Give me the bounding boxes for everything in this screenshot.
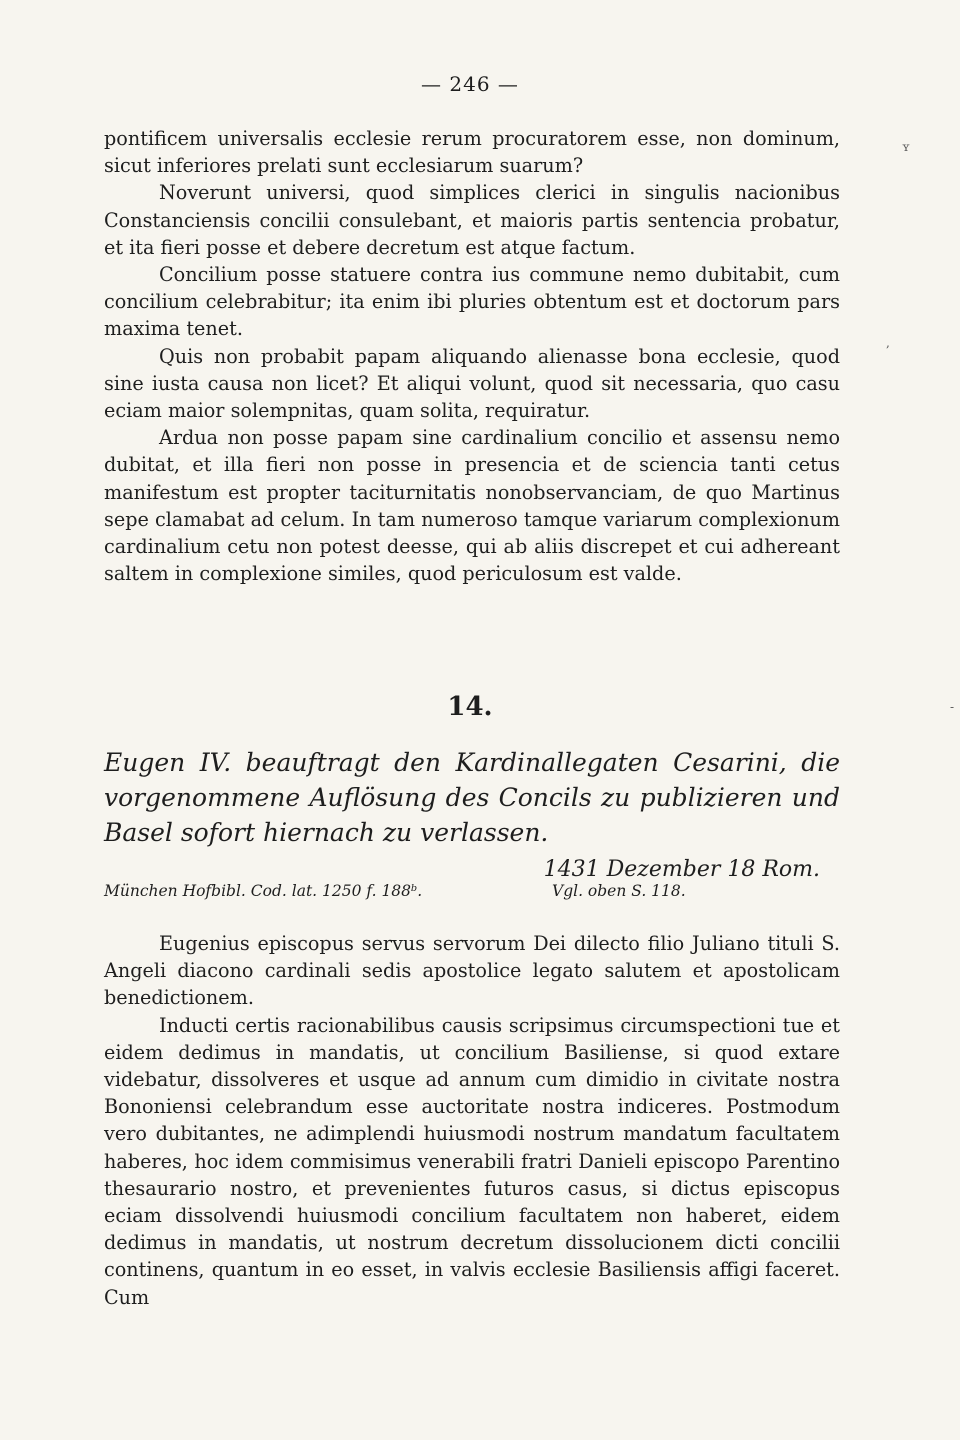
section-number: 14. (447, 692, 493, 722)
paragraph: Ardua non posse papam sine cardinalium concilio et assensu nemo dubitat, et illa fieri non posse in presencia et de sciencia tanti cetus manifestum est propter taciturnitatis nonobservanciam, de quo Martinus sepe clamabat ad celum. In tam numeroso tamque variarum complexionum cardinalium cetu non potest deesse, qui ab aliis discrepet et cui adhereant saltem in complexione similes, quod periculosum est valde. (104, 426, 840, 586)
heading-date: 1431 Dezember 18 Rom. (543, 857, 820, 882)
margin-mark: , (886, 336, 890, 350)
margin-mark: - (950, 700, 955, 714)
document-heading (104, 745, 840, 890)
paragraph: Quis non probabit papam aliquando alienasse bona ecclesie, quod sine iusta causa non licet? Et aliqui volunt, quod sit necessaria, quo casu eciam maior solempnitas, quam solita, requiratur. (104, 344, 840, 423)
margin-mark: ʏ (902, 140, 910, 154)
text-block-bottom (104, 930, 840, 1311)
paragraph: pontificem universalis ecclesie rerum procuratorem esse, non dominum, sicut inferiores prelati sunt ecclesiarum suarum? (104, 127, 840, 178)
paragraph: Inducti certis racionabilibus causis scripsimus circumspectioni tue et eidem dedimus in mandatis, ut concilium Basiliense, si quod extare videbatur, dissolveres et usque ad annum cum dimidio in civitate nostra Bononiensi celebrandum esse auctoritate nostra indiceres. Postmodum vero dubitantes, ne adimplendi huiusmodi nostrum mandatum facultatem haberes, hoc idem commisimus venerabili fratri Danieli episcopo Parentino thesaurario nostro, et prevenientes futuros casus, si dictus episcopus eciam dissolvendi huiusmodi concilium facultatem non haberet, eidem dedimus in mandatis, ut nostrum decretum dissolucionem dicti concilii continens, quantum in eo esset, in valvis ecclesie Basiliensis affigi faceret. Cum (104, 1013, 840, 1309)
heading-text: Eugen IV. beauftragt den Kardinallegaten Cesarini, die vorgenommene Auflösung des Concils zu publizieren und Basel sofort hiernach zu verlassen. (104, 748, 840, 847)
source-manuscript: München Hofbibl. Cod. lat. 1250 f. 188ᵇ. (104, 882, 423, 900)
source-cross-reference: Vgl. oben S. 118. (552, 882, 686, 900)
text-block-top (104, 125, 840, 587)
page-number: — 246 — (421, 72, 519, 96)
paragraph: Eugenius episcopus servus servorum Dei dilecto filio Juliano tituli S. Angeli diacono cardinali sedis apostolice legato salutem et apostolicam benedictionem. (104, 932, 840, 1010)
paragraph: Concilium posse statuere contra ius commune nemo dubitabit, cum concilium celebrabitur; ita enim ibi pluries obtentum est et doctorum pars maxima tenet. (104, 263, 840, 341)
paragraph: Noverunt universi, quod simplices clerici in singulis nacionibus Constanciensis concilii consulebant, et maioris partis sentencia probatur, et ita fieri posse et debere decretum est atque factum. (104, 181, 840, 259)
